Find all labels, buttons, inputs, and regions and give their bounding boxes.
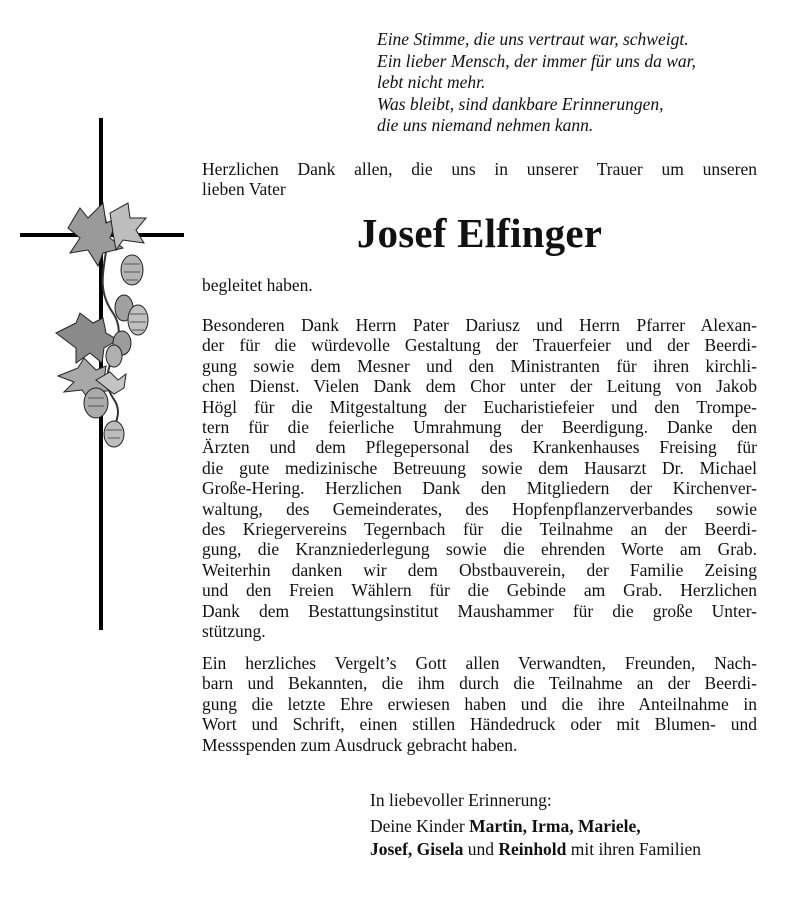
paragraph-line: Besonderen Dank Herrn Pater Dariusz und Herrn Pfarrer Alexan- bbox=[202, 315, 757, 335]
paragraph-line: chen Dienst. Vielen Dank dem Chor unter der Leitung von Jakob bbox=[202, 376, 757, 397]
poem-line: Ein lieber Mensch, der immer für uns da war, bbox=[377, 50, 696, 71]
signature-suffix: mit ihren Familien bbox=[566, 839, 702, 859]
poem-line: Eine Stimme, die uns vertraut war, schweigt. bbox=[377, 29, 689, 49]
paragraph-line: Högl für die Mitgestaltung der Eucharistiefeier und den Trompe- bbox=[202, 396, 757, 417]
paragraph-line: der für die würdevolle Gestaltung der Trauerfeier und der Beerdi- bbox=[202, 335, 757, 356]
poem bbox=[377, 29, 767, 137]
paragraph-line: die gute medizinische Betreuung sowie dem Hausarzt Dr. Michael bbox=[202, 457, 757, 478]
intro-text bbox=[202, 159, 757, 200]
deceased-name: Josef Elfinger bbox=[356, 210, 603, 256]
paragraph-line: und den Freien Wählern für die Gebinde am Grab. Herzlichen bbox=[202, 580, 757, 601]
signature-greeting: In liebevoller Erinnerung: bbox=[370, 790, 552, 810]
paragraph-line: Dank dem Bestattungsinstitut Maushammer für die große Unter- bbox=[202, 600, 757, 621]
paragraph-line: gung sowie dem Mesner und den Ministranten für ihren kirchli- bbox=[202, 355, 757, 376]
paragraph-line: barn und Bekannten, die ihm durch die Teilnahme an der Beerdi- bbox=[202, 673, 757, 694]
intro-line: Herzlichen Dank allen, die uns in unserer Trauer um unseren bbox=[202, 159, 757, 179]
thanks-paragraph bbox=[202, 315, 757, 642]
hops-branch-icon bbox=[56, 203, 148, 447]
paragraph-line: Ein herzliches Vergelt’s Gott allen Verwandten, Freunden, Nach- bbox=[202, 653, 757, 673]
paragraph-line: gung die letzte Ehre erwiesen haben und die ihre Anteilnahme in bbox=[202, 693, 757, 714]
signature-line-1 bbox=[370, 815, 760, 837]
signature-connector: und bbox=[463, 839, 499, 859]
paragraph-line: Große-Hering. Herzlichen Dank den Mitgliedern der Kirchenver- bbox=[202, 478, 757, 499]
vergelts-gott-paragraph bbox=[202, 653, 757, 755]
intro-line: lieben Vater bbox=[202, 179, 286, 200]
signature-prefix: Deine Kinder bbox=[370, 816, 470, 836]
cross-icon bbox=[18, 118, 188, 633]
paragraph-line: des Kriegervereins Tegernbach für die Teilnahme an der Beerdi- bbox=[202, 519, 757, 540]
paragraph-line: waltung, des Gemeinderates, des Hopfenpflanzerverbandes sowie bbox=[202, 498, 757, 519]
paragraph-line: Messspenden zum Ausdruck gebracht haben. bbox=[202, 734, 518, 755]
paragraph-line: Wort und Schrift, einen stillen Händedruck oder mit Blumen- und bbox=[202, 714, 757, 735]
paragraph-line: Ärzten und dem Pflegepersonal des Krankenhauses Freising für bbox=[202, 437, 757, 458]
signature-line-2 bbox=[370, 838, 760, 860]
paragraph-line: gung, die Kranzniederlegung sowie die ehrenden Worte am Grab. bbox=[202, 539, 757, 560]
paragraph-line: stützung. bbox=[202, 621, 266, 642]
signature-names: Martin, Irma, Mariele, bbox=[469, 816, 641, 836]
poem-line: Was bleibt, sind dankbare Erinnerungen, bbox=[377, 93, 664, 114]
paragraph-line: Weiterhin danken wir dem Obstbauverein, der Familie Zeising bbox=[202, 559, 757, 580]
after-name-text bbox=[202, 275, 757, 295]
after-name-line: begleitet haben. bbox=[202, 275, 313, 295]
signature-names: Josef, Gisela bbox=[370, 839, 464, 859]
poem-line: lebt nicht mehr. bbox=[377, 72, 486, 92]
signature-names: Reinhold bbox=[498, 839, 567, 859]
poem-line: die uns niemand nehmen kann. bbox=[377, 115, 594, 135]
paragraph-line: tern für die feierliche Umrahmung der Beerdigung. Danke den bbox=[202, 417, 757, 438]
